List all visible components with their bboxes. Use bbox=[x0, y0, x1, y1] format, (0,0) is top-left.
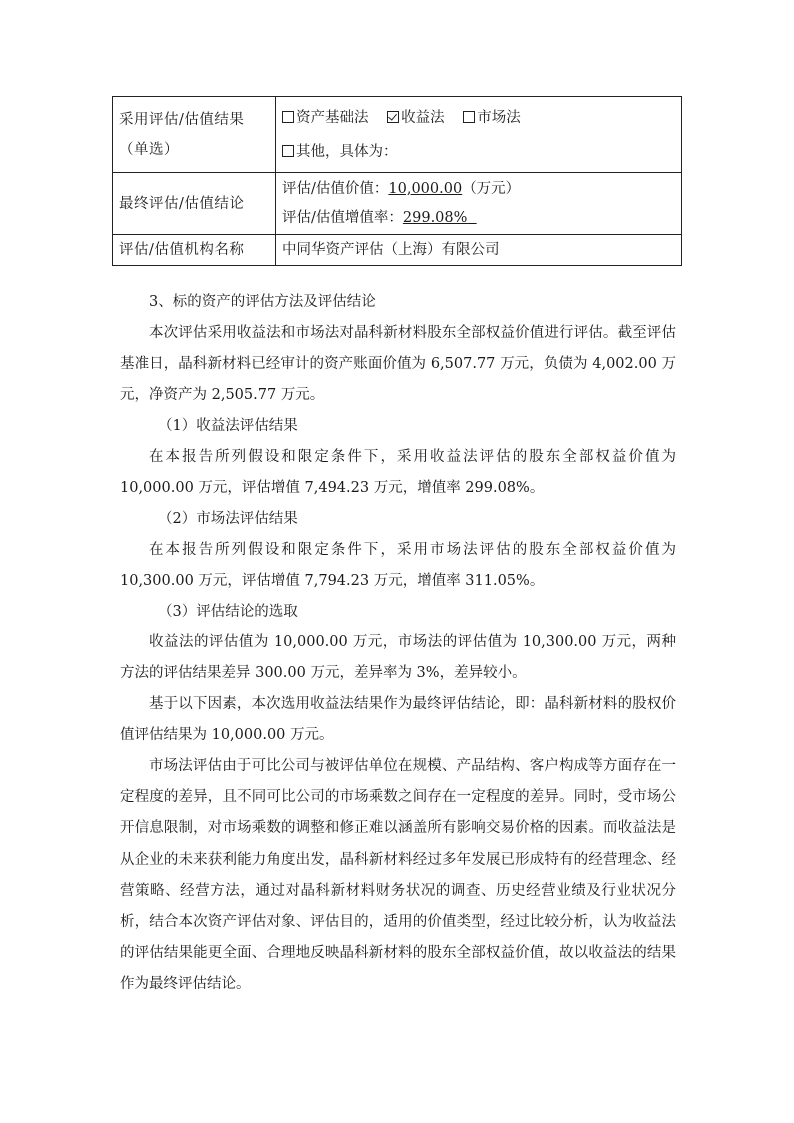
appreciation-rate: 299.08% bbox=[402, 209, 468, 226]
intro-paragraph: 本次评估采用收益法和市场法对晶科新材料股东全部权益价值进行评估。截至评估基准日，晶科新材料已经审计的资产账面价值为 6,507.77 万元，负债为 4,002.00 万元，净资产为 2,505.77 万元。 bbox=[120, 325, 676, 404]
value-label: 评估/估值价值： bbox=[282, 180, 389, 197]
checkbox-icon bbox=[463, 111, 475, 123]
selection-paragraph: 基于以下因素，本次选用收益法结果作为最终评估结论，即：晶科新材料的股权价值评估结果为 10,000.00 万元。 bbox=[120, 696, 676, 744]
option-other: 其他，具体为： bbox=[282, 144, 398, 160]
checkbox-icon bbox=[282, 145, 294, 157]
valuation-value: 10,000.00 bbox=[388, 180, 463, 197]
table-row bbox=[113, 173, 682, 235]
conclusion-cell bbox=[276, 173, 682, 235]
method-options-cell bbox=[276, 97, 682, 173]
subsection-title-selection: （3）评估结论的选取 bbox=[158, 604, 298, 620]
value-unit: （万元） bbox=[462, 180, 521, 197]
table-row bbox=[113, 235, 682, 266]
row-label-conclusion: 最终评估/估值结论 bbox=[113, 173, 276, 235]
row-label-institution: 评估/估值机构名称 bbox=[113, 235, 276, 266]
option-income: 收益法 bbox=[387, 110, 445, 126]
table-row bbox=[113, 97, 682, 173]
rationale-paragraph: 市场法评估由于可比公司与被评估单位在规模、产品结构、客户构成等方面存在一定程度的差异，且不同可比公司的市场乘数之间存在一定程度的差异。同时，受市场公开信息限制，对市场乘数的调整和修正难以涵盖所有影响交易价格的因素。而收益法是从企业的未来获利能力角度出发，晶科新材料经过多年发展已形成特有的经营理念、经营策略、经营方法，通过对晶科新材料财务状况的调查、历史经营业绩及行业状况分析，结合本次资产评估对象、评估目的，适用的价值类型，经过比较分析，认为收益法的评估结果能更全面、合理地反映晶科新材料的股东全部权益价值，故以收益法的结果作为最终评估结论。 bbox=[120, 758, 676, 993]
rate-label: 评估/估值增值率： bbox=[282, 209, 403, 226]
subsection-title-market: （2）市场法评估结果 bbox=[158, 511, 298, 527]
institution-name: 中同华资产评估（上海）有限公司 bbox=[276, 235, 682, 266]
checkbox-icon bbox=[282, 111, 294, 123]
section-heading: 3、标的资产的评估方法及评估结论 bbox=[149, 294, 376, 310]
income-result-paragraph: 在本报告所列假设和限定条件下，采用收益法评估的股东全部权益价值为 10,000.00 万元，评估增值 7,494.23 万元，增值率 299.08%。 bbox=[120, 449, 676, 497]
valuation-summary-table bbox=[112, 96, 682, 266]
checked-checkbox-icon bbox=[387, 111, 399, 123]
comparison-paragraph: 收益法的评估值为 10,000.00 万元，市场法的评估值为 10,300.00 万元，两种方法的评估结果差异 300.00 万元，差异率为 3%，差异较小。 bbox=[120, 634, 676, 682]
market-result-paragraph: 在本报告所列假设和限定条件下，采用市场法评估的股东全部权益价值为 10,300.00 万元，评估增值 7,794.23 万元，增值率 311.05%。 bbox=[120, 542, 676, 590]
subsection-title-income: （1）收益法评估结果 bbox=[158, 418, 298, 434]
row-label-method: 采用评估/估值结果（单选） bbox=[113, 97, 276, 173]
option-asset-based: 资产基础法 bbox=[282, 110, 369, 126]
option-market: 市场法 bbox=[463, 110, 521, 126]
